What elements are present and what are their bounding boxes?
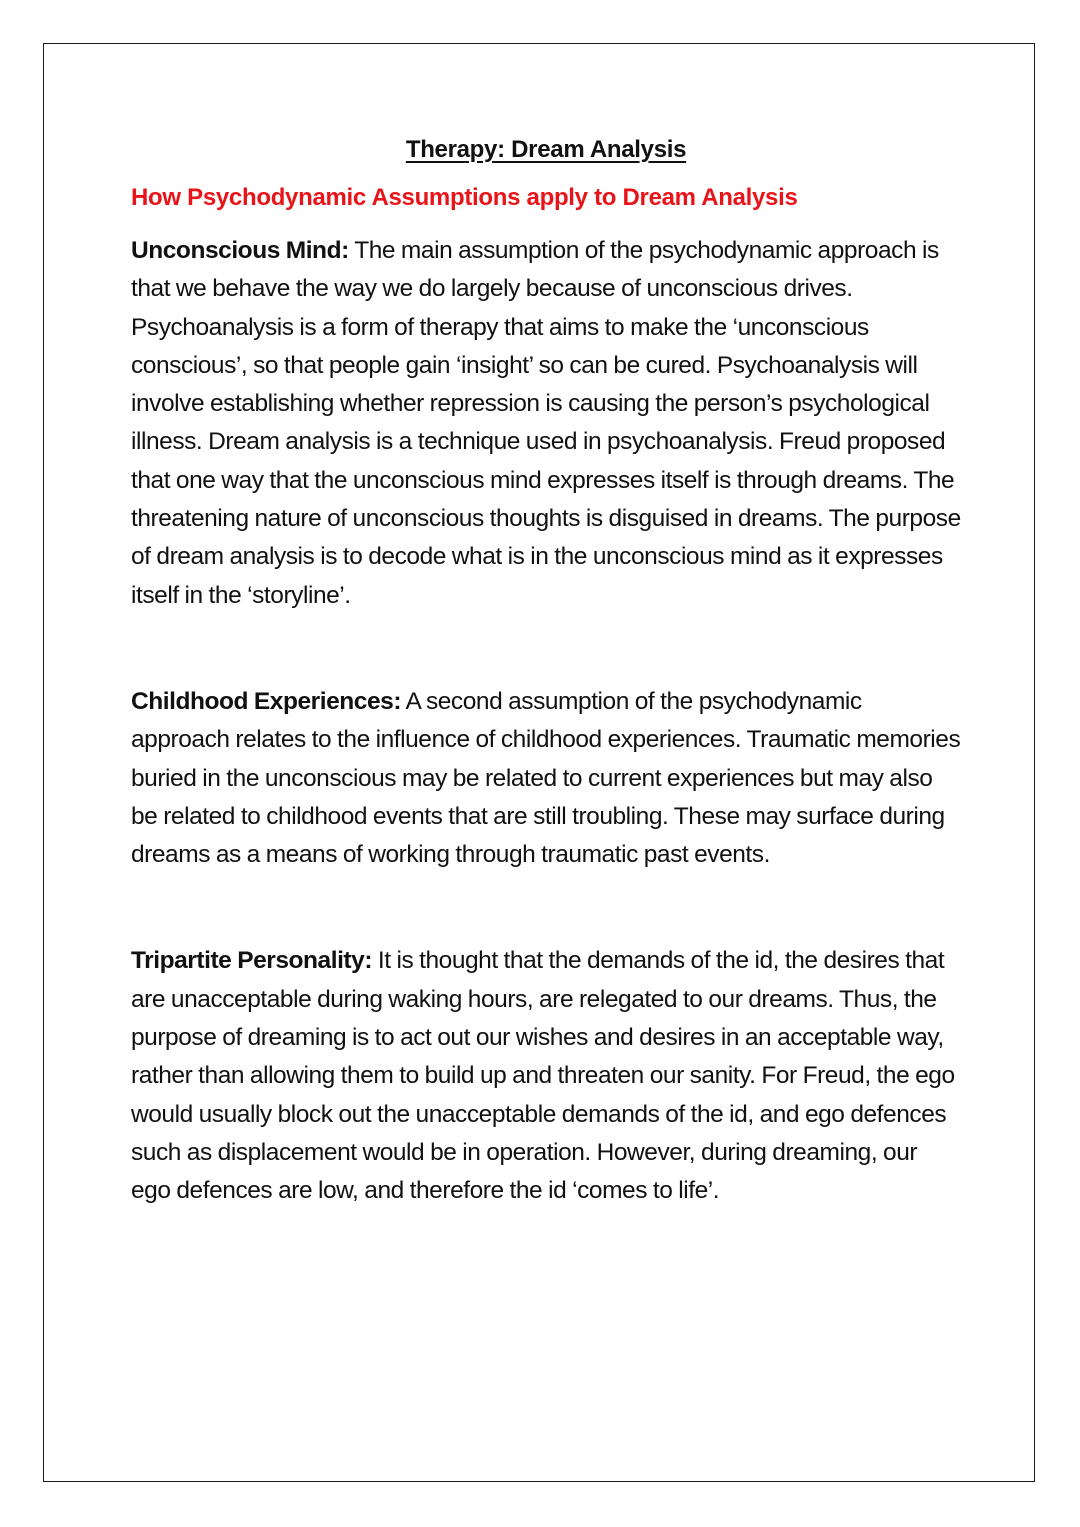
section-tripartite-personality [131,942,961,1210]
section-unconscious-mind [131,232,961,615]
document-subtitle: How Psychodynamic Assumptions apply to Dream Analysis [131,184,798,211]
document-content [131,130,961,1211]
document-title: Therapy: Dream Analysis [405,136,687,163]
section-heading: Childhood Experiences: [131,687,402,715]
section-childhood-experiences [131,683,961,874]
section-body: It is thought that the demands of the id, the desires that are unacceptable during waking hours, are relegated to our dreams. Thus, the purpose of dreaming is to act out our wishes and desires in an acceptable way, rather than allowing them to build up and threaten our sanity. For Freud, the ego would usually block out the unacceptable demands of the id, and ego defences such as displacement would be in operation. However, during dreaming, our ego defences are low, and therefore the id ‘comes to life’. [131,947,955,1205]
section-heading: Tripartite Personality: [131,947,373,975]
section-body: The main assumption of the psychodynamic approach is that we behave the way we do largely because of unconscious drives. Psychoanalysis is a form of therapy that aims to make the ‘unconscious conscious’, so that people gain ‘insight’ so can be cured. Psychoanalysis will involve establishing whether repression is causing the person’s psychological illness. Dream analysis is a technique used in psychoanalysis. Freud proposed that one way that the unconscious mind expresses itself is through dreams. The threatening nature of unconscious thoughts is disguised in dreams. The purpose of dream analysis is to decode what is in the unconscious mind as it expresses itself in the ‘storyline’. [131,237,961,609]
section-body: A second assumption of the psychodynamic approach relates to the influence of childhood experiences. Traumatic memories buried in the unconscious may be related to current experiences but may also be related to childhood events that are still troubling. These may surface during dreams as a means of working through traumatic past events. [131,687,961,869]
section-heading: Unconscious Mind: [131,237,349,264]
